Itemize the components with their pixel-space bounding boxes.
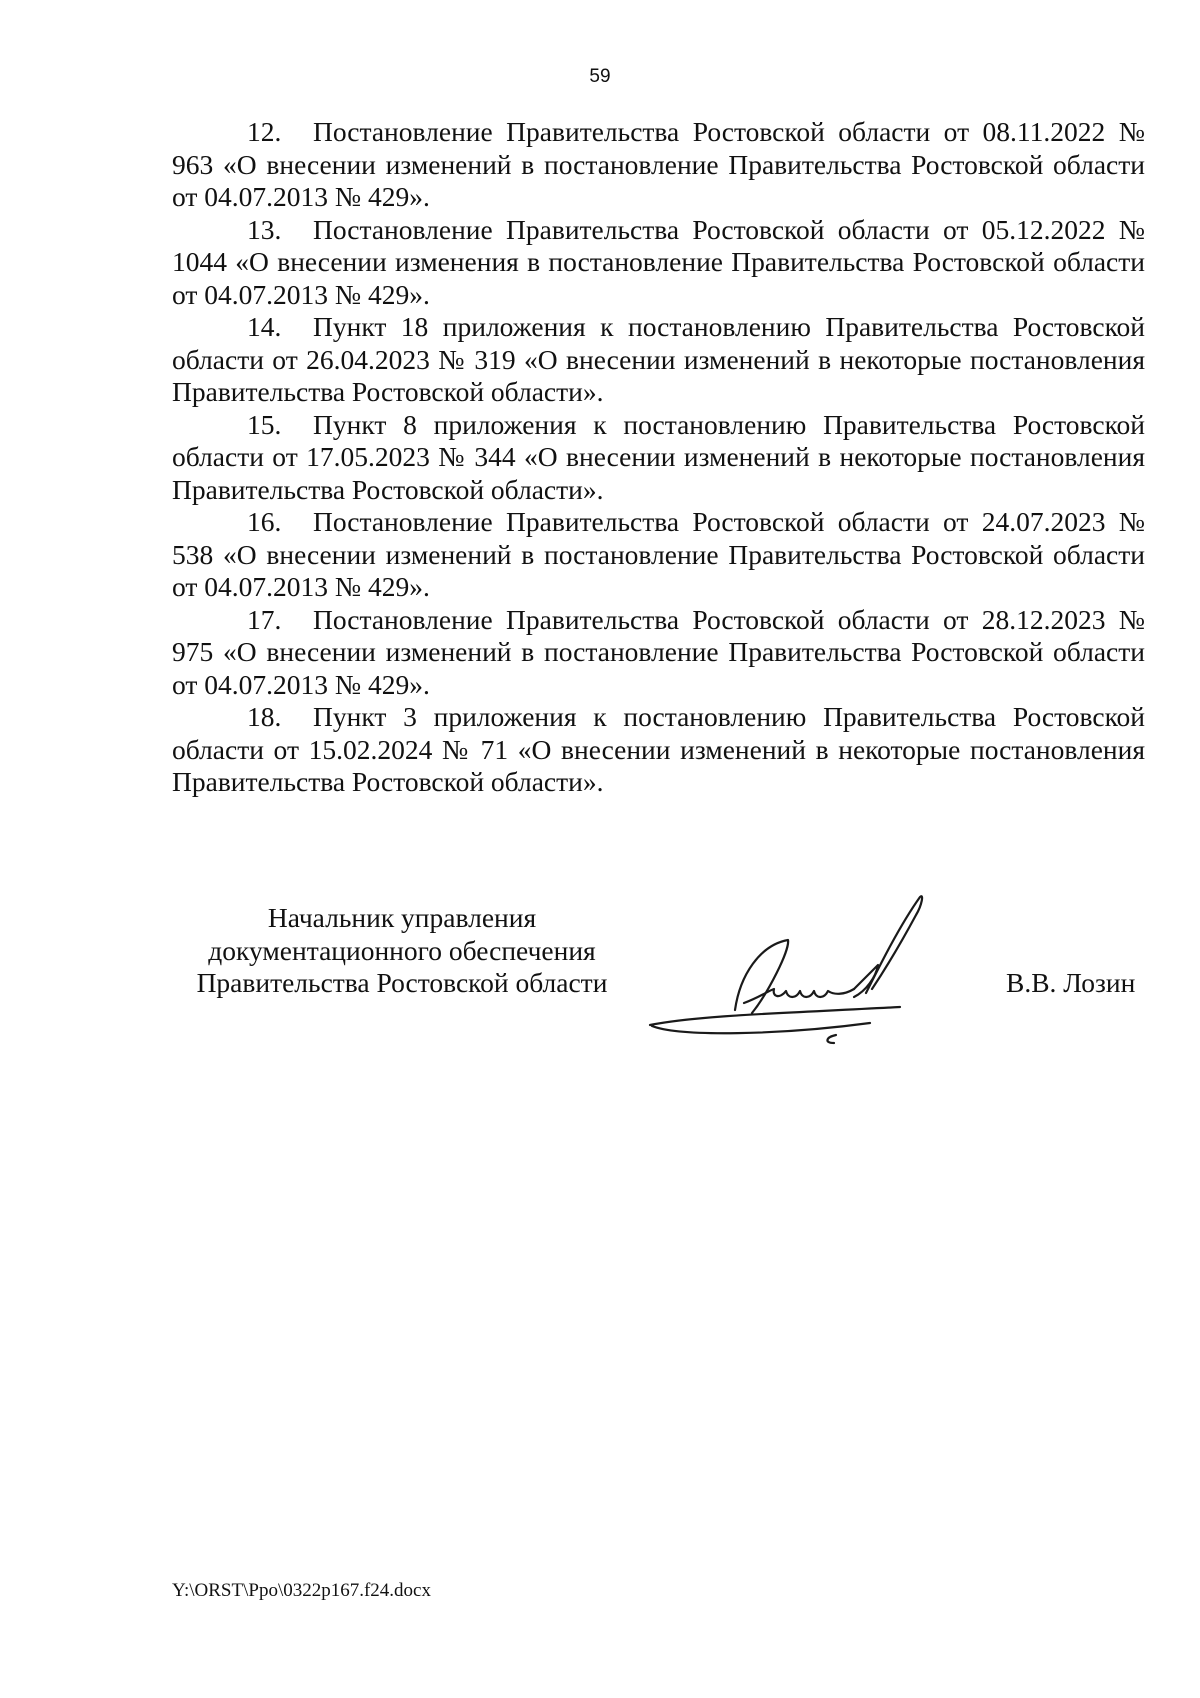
signer-name: В.В. Лозин: [1006, 967, 1136, 998]
signer-title-line: документационного обеспечения: [208, 934, 596, 966]
item-number: 17.: [247, 603, 282, 635]
document-body: [172, 116, 1145, 799]
signer-title-line: Правительства Ростовской области: [196, 967, 608, 998]
list-item: [172, 506, 1145, 604]
item-text: Пункт 18 приложения к постановлению Правительства Ростовской области от 26.04.2023 № 319 «О внесении изменений в некоторые постановления Правительства Ростовской области».: [172, 311, 1145, 407]
item-text: Пункт 8 приложения к постановлению Правительства Ростовской области от 17.05.2023 № 344 «О внесении изменений в некоторые постановления Правительства Ростовской области».: [172, 408, 1145, 505]
item-number: 18.: [247, 701, 282, 732]
item-text: Постановление Правительства Ростовской области от 05.12.2022 № 1044 «О внесении изменения в постановление Правительства Ростовской области от 04.07.2013 № 429».: [172, 213, 1145, 310]
list-item: [172, 214, 1145, 312]
item-number: 14.: [247, 311, 282, 342]
page-number: 59: [589, 66, 611, 87]
file-path: Y:\ORST\Ppo\0322p167.f24.docx: [172, 1580, 431, 1601]
item-text: Постановление Правительства Ростовской области от 08.11.2022 № 963 «О внесении изменений в постановление Правительства Ростовской области от 04.07.2013 № 429».: [172, 116, 1145, 212]
list-item: [172, 311, 1145, 409]
list-item: [172, 604, 1145, 702]
item-number: 13.: [247, 213, 282, 245]
signer-title: [172, 902, 632, 1000]
signer-title-line: Начальник управления: [267, 902, 537, 933]
list-item: [172, 116, 1145, 214]
item-number: 15.: [247, 408, 282, 440]
item-text: Постановление Правительства Ростовской области от 24.07.2023 № 538 «О внесении изменений в постановление Правительства Ростовской области от 04.07.2013 № 429».: [172, 506, 1145, 602]
handwritten-signature: [640, 885, 980, 1045]
item-number: 16.: [247, 506, 282, 537]
list-item: [172, 409, 1145, 507]
item-text: Постановление Правительства Ростовской области от 28.12.2023 № 975 «О внесении изменений в постановление Правительства Ростовской области от 04.07.2013 № 429».: [172, 603, 1145, 700]
item-number: 12.: [247, 116, 282, 147]
item-text: Пункт 3 приложения к постановлению Правительства Ростовской области от 15.02.2024 № 71 «О внесении изменений в некоторые постановления Правительства Ростовской области».: [172, 701, 1145, 797]
list-item: [172, 701, 1145, 799]
